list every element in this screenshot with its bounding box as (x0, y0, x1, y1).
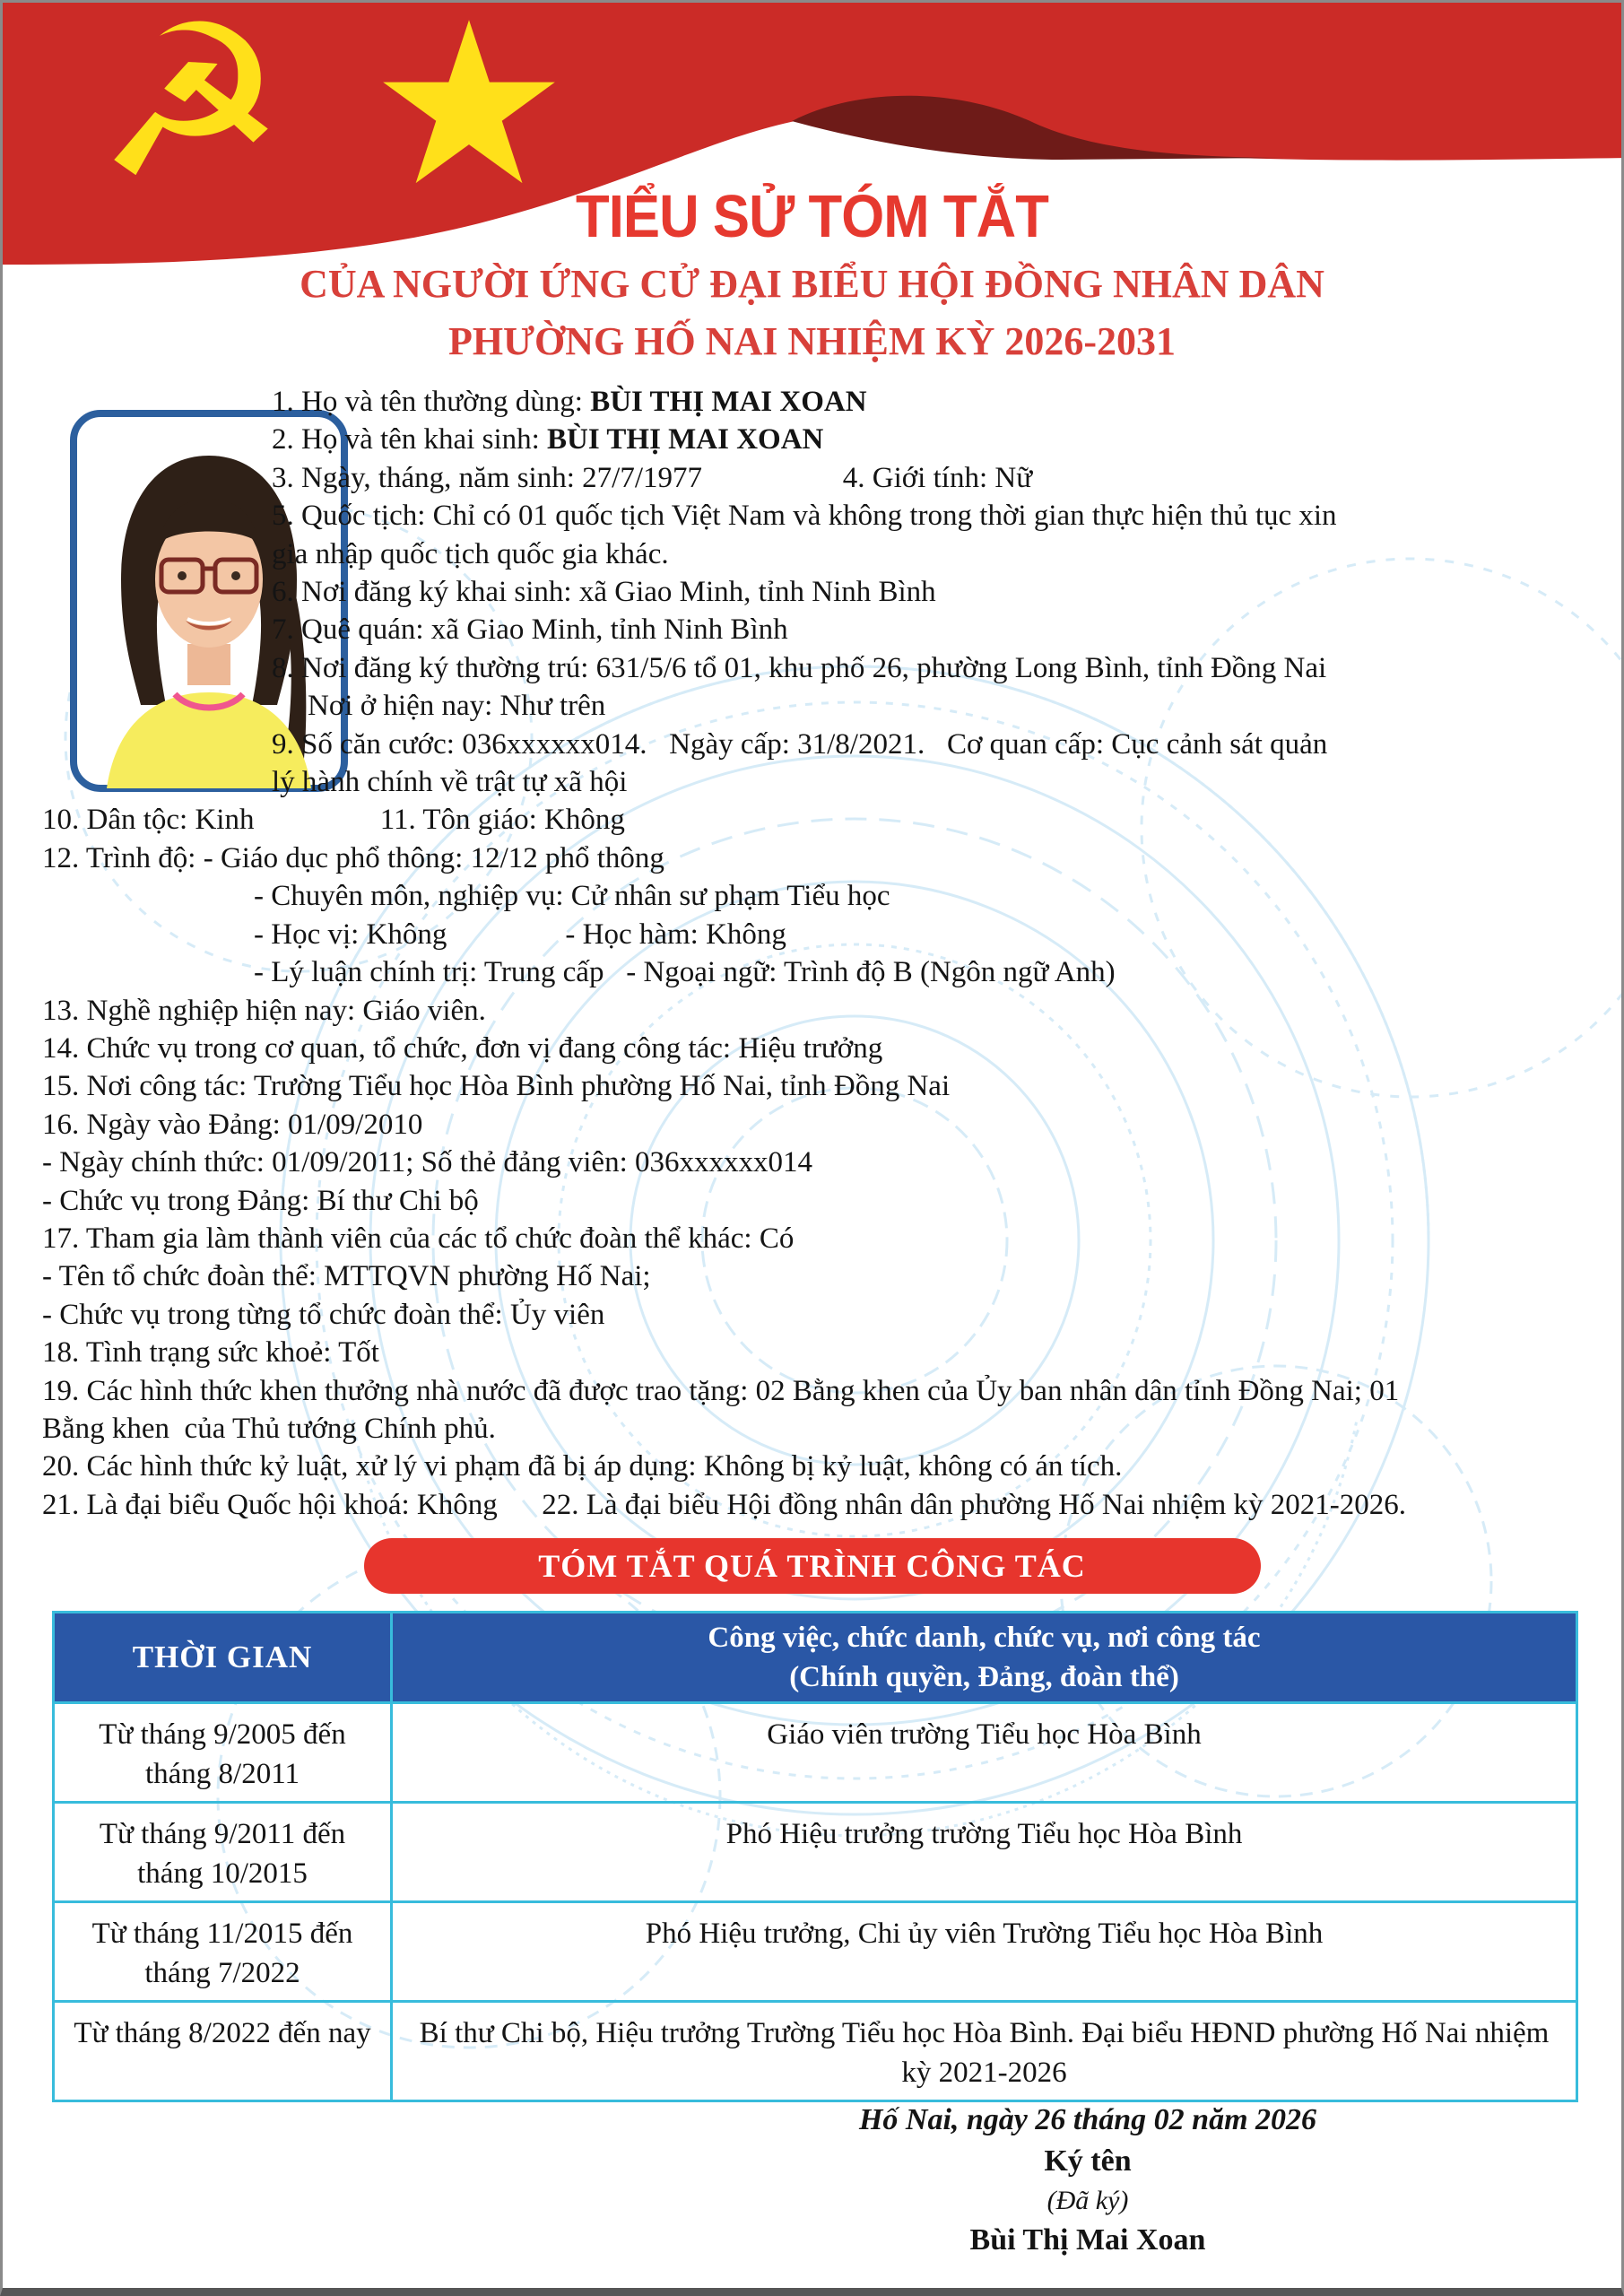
bio-line (42, 839, 1595, 877)
bio-text: - Chức vụ trong từng tổ chức đoàn thể: Ủy viên (42, 1298, 605, 1331)
signed-note: (Đã ký) (1046, 2186, 1129, 2215)
column-header-role-line2: (Chính quyền, Đảng, đoàn thể) (789, 1661, 1179, 1693)
bio-line (42, 1106, 1595, 1144)
work-history-table (52, 1611, 1578, 2102)
star-icon: ★ (368, 3, 570, 235)
bio-line (42, 1372, 1595, 1410)
signature-place-date: Hố Nai, ngày 26 tháng 02 năm 2026 (858, 2103, 1317, 2136)
bio-line (42, 459, 1595, 497)
bio-text: 20. Các hình thức kỷ luật, xử lý vi phạm đã bị áp dụng: Không bị kỷ luật, không có án tích. (42, 1450, 1123, 1483)
work-table-header-row (54, 1613, 1577, 1703)
work-role: Bí thư Chi bộ, Hiệu trưởng Trường Tiểu học Hòa Bình. Đại biểu HĐND phường Hố Nai nhiệm kỳ 2021-2026 (392, 2002, 1577, 2101)
bio-line (42, 953, 1595, 991)
bio-text: 2. Họ và tên khai sinh: (272, 423, 548, 457)
work-period: Từ tháng 9/2005 đến tháng 8/2011 (54, 1703, 392, 1803)
work-period: Từ tháng 11/2015 đến tháng 7/2022 (54, 1902, 392, 2002)
work-table-body (54, 1703, 1577, 2101)
bio-text: 5. Quốc tịch: Chỉ có 01 quốc tịch Việt Nam và không trong thời gian thực hiện thủ tục xin (272, 500, 1337, 533)
work-period: Từ tháng 9/2011 đến tháng 10/2015 (54, 1803, 392, 1902)
bio-line (42, 1144, 1595, 1181)
work-role: Giáo viên trường Tiểu học Hòa Bình (392, 1703, 1577, 1803)
bio-text: 18. Tình trạng sức khoẻ: Tốt (42, 1336, 379, 1370)
bio-line (42, 801, 1595, 839)
bio-text: BÙI THỊ MAI XOAN (547, 423, 824, 457)
bio-line (42, 649, 1595, 687)
bio-line (42, 421, 1595, 458)
work-row (54, 1803, 1577, 1902)
bio-line (42, 1067, 1595, 1105)
bio-line (42, 1448, 1595, 1485)
bio-text: - Lý luận chính trị: Trung cấp - Ngoại ngữ: Trình độ B (Ngôn ngữ Anh) (254, 956, 1116, 989)
bio-line (42, 687, 1595, 725)
column-header-role-line1: Công việc, chức danh, chức vụ, nơi công tác (708, 1622, 1261, 1654)
page-subtitle-line2: PHƯỜNG HỐ NAI NHIỆM KỲ 2026-2031 (447, 319, 1177, 363)
signature-block (792, 2100, 1384, 2261)
bio-text: gia nhập quốc tịch quốc gia khác. (272, 537, 669, 570)
bio-line (42, 992, 1595, 1030)
signature-label: Ký tên (1044, 2144, 1132, 2178)
bio-text: 3. Ngày, tháng, năm sinh: 27/7/1977 4. Giới tính: Nữ (272, 461, 1033, 494)
bio-text: - Tên tổ chức đoàn thể: MTTQVN phường Hố Nai; (42, 1260, 651, 1293)
bio-lines (42, 383, 1595, 1524)
bio-line (42, 916, 1595, 953)
work-role: Phó Hiệu trưởng, Chi ủy viên Trường Tiểu học Hòa Bình (392, 1902, 1577, 2002)
bio-text: Bằng khen của Thủ tướng Chính phủ. (42, 1412, 496, 1445)
work-row (54, 2002, 1577, 2101)
bio-line (42, 1030, 1595, 1067)
bio-text: - Chuyên môn, nghiệp vụ: Cử nhân sư phạm Tiểu học (254, 880, 890, 913)
bio-text: - Học vị: Không - Học hàm: Không (254, 918, 786, 951)
bio-line (42, 573, 1595, 611)
page-title: TIỂU SỬ TÓM TẮT (575, 183, 1048, 250)
work-row (54, 1902, 1577, 2002)
work-period: Từ tháng 8/2022 đến nay (54, 2002, 392, 2101)
bio-text: BÙI THỊ MAI XOAN (590, 386, 867, 418)
bio-text: 16. Ngày vào Đảng: 01/09/2010 (42, 1108, 423, 1141)
bio-line (42, 611, 1595, 648)
bio-text: 8. Nơi đăng ký thường trú: 631/5/6 tổ 01, khu phố 26, phường Long Bình, tỉnh Đồng Nai (272, 651, 1327, 684)
bio-line (42, 1182, 1595, 1220)
work-history-heading: TÓM TẮT QUÁ TRÌNH CÔNG TÁC (364, 1538, 1261, 1594)
page-subtitle-line1: CỦA NGƯỜI ỨNG CỬ ĐẠI BIỂU HỘI ĐỒNG NHÂN DÂN (300, 262, 1324, 306)
signer-name: Bùi Thị Mai Xoan (969, 2223, 1206, 2257)
bio-text: 9. Số căn cước: 036xxxxxx014. Ngày cấp: 31/8/2021. Cơ quan cấp: Cục cảnh sát quản (272, 727, 1328, 761)
bio-text: Nơi ở hiện nay: Như trên (308, 690, 606, 723)
bio-line (42, 1220, 1595, 1257)
column-header-role (392, 1613, 1577, 1703)
bio-line (42, 383, 1595, 421)
bio-line (42, 497, 1595, 535)
bio-line (42, 1334, 1595, 1371)
bio-text: 15. Nơi công tác: Trường Tiểu học Hòa Bình phường Hố Nai, tỉnh Đồng Nai (42, 1070, 951, 1103)
bio-text: lý hành chính về trật tự xã hội (272, 766, 628, 799)
bio-text: 1. Họ và tên thường dùng: (272, 386, 591, 418)
bio-text: - Chức vụ trong Đảng: Bí thư Chi bộ (42, 1184, 479, 1217)
bio-line (42, 726, 1595, 763)
bio-line (42, 1486, 1595, 1524)
column-header-period: THỜI GIAN (54, 1613, 392, 1703)
bio-line (42, 1296, 1595, 1334)
bio-text: 17. Tham gia làm thành viên của các tổ chức đoàn thể khác: Có (42, 1222, 795, 1255)
bio-text: 13. Nghề nghiệp hiện nay: Giáo viên. (42, 994, 486, 1027)
hammer-sickle-icon: ☭ (96, 3, 286, 225)
bio-line (42, 1257, 1595, 1295)
work-row (54, 1703, 1577, 1803)
bio-text: 7. Quê quán: xã Giao Minh, tỉnh Ninh Bình (272, 613, 788, 647)
bio-line (42, 1410, 1595, 1448)
bio-text: 19. Các hình thức khen thưởng nhà nước đã được trao tặng: 02 Bằng khen của Ủy ban nhân dân tỉnh Đồng Nai; 01 (42, 1374, 1400, 1407)
bio-text: 12. Trình độ: - Giáo dục phổ thông: 12/12 phổ thông (42, 841, 664, 874)
bio-text: 21. Là đại biểu Quốc hội khoá: Không 22. Là đại biểu Hội đồng nhân dân phường Hố Nai nhiệm kỳ 2021-2026. (42, 1488, 1406, 1521)
bio-text: 6. Nơi đăng ký khai sinh: xã Giao Minh, tỉnh Ninh Bình (272, 576, 936, 609)
bio-line (42, 535, 1595, 573)
bio-text: 10. Dân tộc: Kinh 11. Tôn giáo: Không (42, 804, 625, 837)
bio-line (42, 763, 1595, 801)
work-role: Phó Hiệu trưởng trường Tiểu học Hòa Bình (392, 1803, 1577, 1902)
bio-text: 14. Chức vụ trong cơ quan, tổ chức, đơn vị đang công tác: Hiệu trưởng (42, 1031, 883, 1065)
bio-line (42, 877, 1595, 915)
bio-text: - Ngày chính thức: 01/09/2011; Số thẻ đảng viên: 036xxxxxx014 (42, 1146, 812, 1179)
